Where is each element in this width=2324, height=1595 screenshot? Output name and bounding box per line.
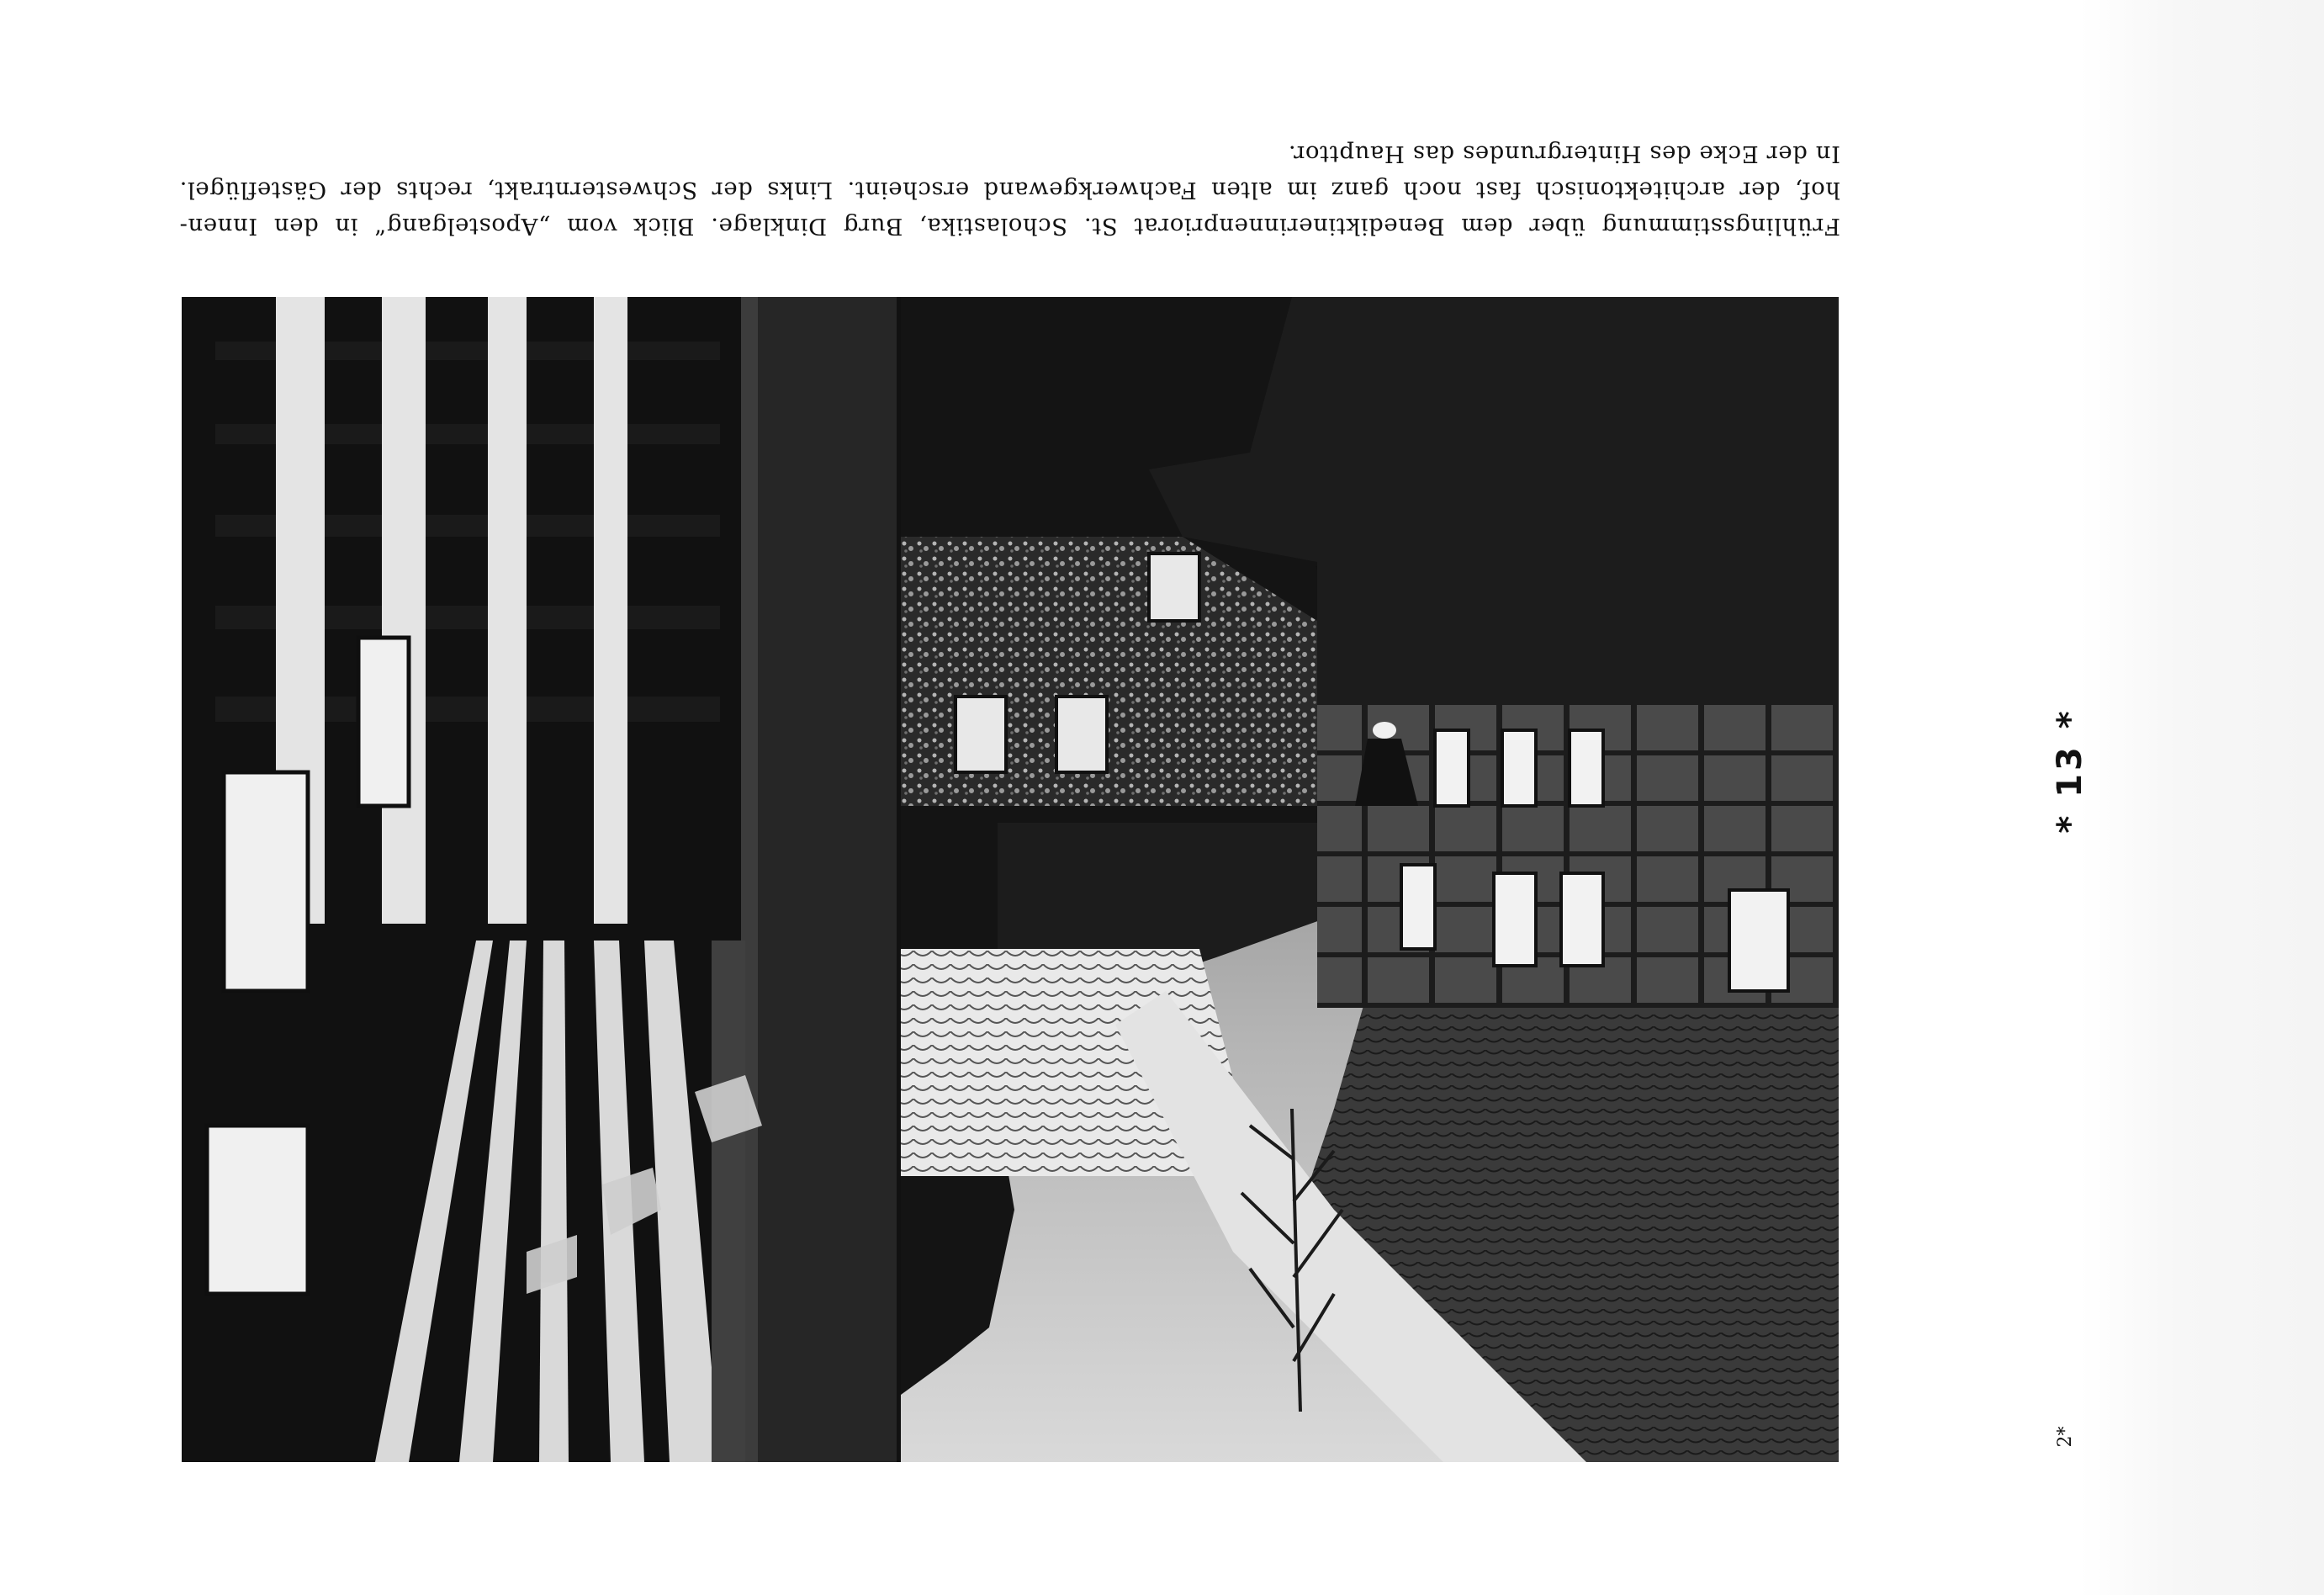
signature-mark: 2* [2054,1426,2076,1448]
courtyard-photograph [182,297,1839,1462]
photo-caption [179,135,1840,244]
photograph-courtyard-icon [182,297,1839,1462]
caption-line: hof, der architektonisch fast noch ganz im alten Fachwerkgewand erscheint. Links der Schwesterntrakt, rechts der Gästeflügel. [179,177,1840,204]
page-number: * 13 * [2051,707,2089,834]
caption-line: In der Ecke des Hintergrundes das Haupttor. [1288,140,1840,167]
caption-line: Frühlingsstimmung über dem Benediktinerinnenpriorat St. Scholastika, Burg Dinklage. Blick vom „Apostelgang“ in den Innen- [179,213,1840,240]
scan-edge-shadow [2080,0,2324,1595]
